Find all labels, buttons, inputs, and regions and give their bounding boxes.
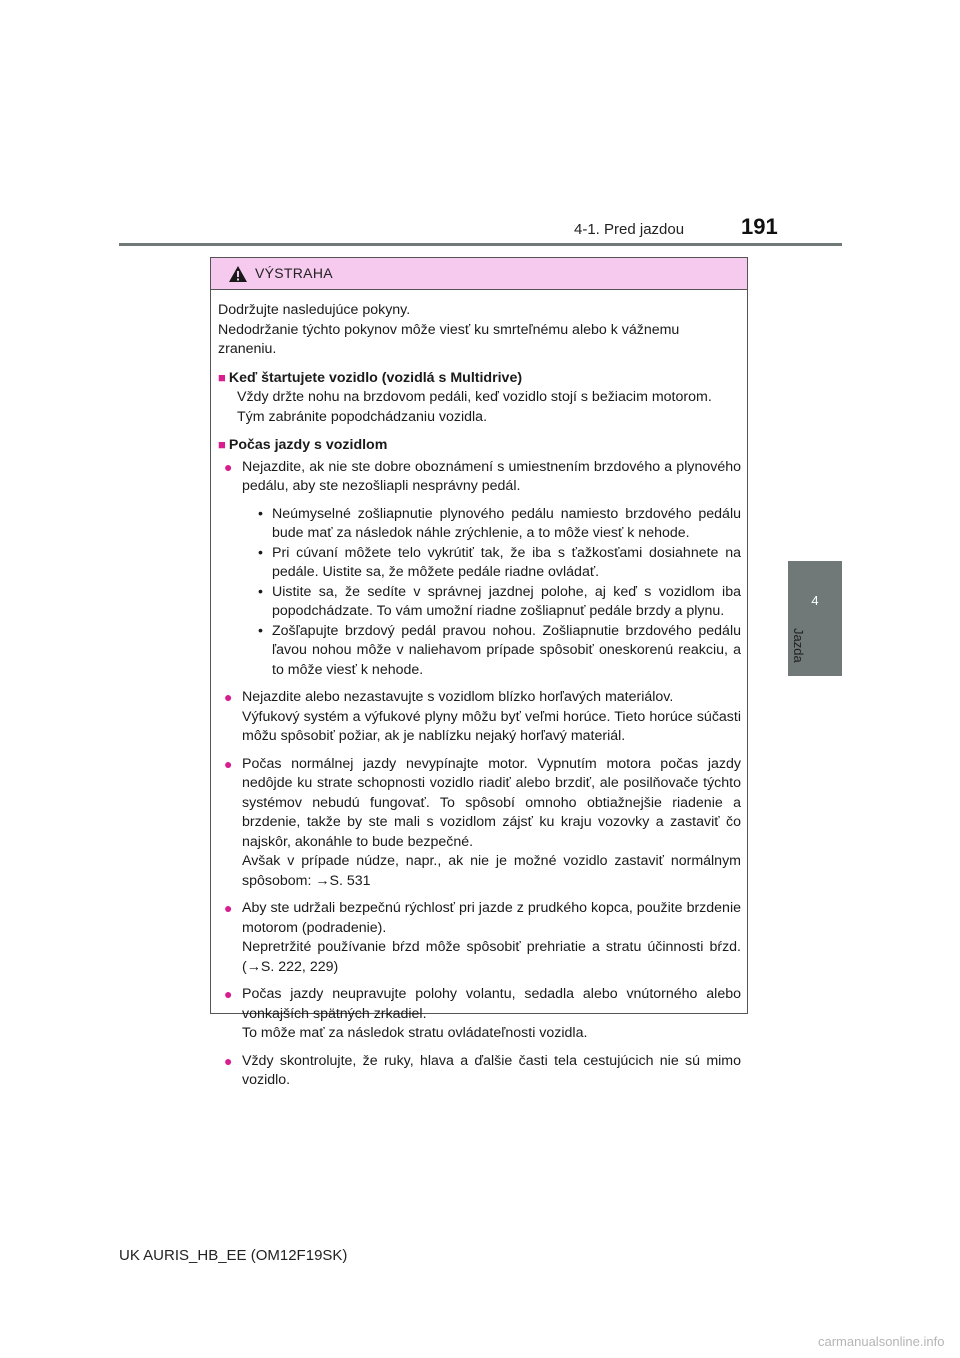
warning-header xyxy=(211,258,747,290)
sub-list-item: • Uistite sa, že sedíte v správnej jazdnej polohe, aj keď s vozidlom iba popodchádzate. To vám umožní riadne zošliapnuť pedále brzdy a plynu. xyxy=(258,583,741,619)
header-divider xyxy=(119,243,842,246)
list-item: ● Nejazdite, ak nie ste dobre oboznámení s umiestnením brzdového a plynového pedálu, aby ste nezošliapli nesprávny pedál. xyxy=(218,458,741,497)
heading-starting: ■ Keď štartujete vozidlo (vozidlá s Multidrive) xyxy=(218,369,523,386)
square-bullet-icon: ■ xyxy=(218,437,226,452)
heading-driving: ■ Počas jazdy s vozidlom xyxy=(218,437,388,453)
intro-line-2: Nedodržanie týchto pokynov môže viesť ku smrteľnému alebo k vážnemu zraneniu. xyxy=(218,321,680,357)
circle-bullet-icon: ● xyxy=(224,986,233,1002)
sub-list-item: • Neúmyselné zošliapnutie plynového pedálu namiesto brzdového pedálu bude mať za následok náhle zrýchlenie, a to môže viesť k nehode. xyxy=(258,505,741,541)
warning-body xyxy=(211,290,747,1091)
circle-bullet-icon: ● xyxy=(224,458,233,475)
chapter-label: Jazda xyxy=(791,628,806,663)
intro-line-1: Dodržujte nasledujúce pokyny. xyxy=(218,302,411,318)
circle-bullet-icon: ● xyxy=(224,689,233,705)
chapter-number: 4 xyxy=(811,593,819,608)
square-bullet-icon: ■ xyxy=(218,369,226,385)
circle-bullet-icon: ● xyxy=(224,755,233,772)
starting-note: Vždy držte nohu na brzdovom pedáli, keď vozidlo stojí s bežiacim motorom. Tým zabránite popodchádzaniu vozidla. xyxy=(237,389,712,425)
circle-bullet-icon: ● xyxy=(224,900,233,916)
warning-box xyxy=(210,257,748,1088)
sub-list-item: • Pri cúvaní môžete telo vykrútiť tak, že iba s ťažkosťami dosiahnete na pedále. Uistite sa, že môžete pedále riadne ovládať. xyxy=(258,544,741,580)
model-footer: UK AURIS_HB_EE (OM12F19SK) xyxy=(119,1247,348,1264)
list-item: ● Nejazdite alebo nezastavujte s vozidlom blízko horľavých materiálov. Výfukový systém a výfukové plyny môžu byť veľmi horúce. Tieto horúce súčasti môžu spôsobiť požiar, ak je nablízku nejaký horľavý materiál. xyxy=(218,688,741,747)
sub-list-item: • Zošľapujte brzdový pedál pravou nohou. Zošliapnutie brzdového pedálu ľavou nohou môže v naliehavom prípade spôsobiť oneskorenú reakciu, a to môže viesť k nehode. xyxy=(258,622,741,678)
page-number: 191 xyxy=(741,214,778,239)
section-title: 4-1. Pred jazdou xyxy=(574,221,685,238)
list-item: ● Počas normálnej jazdy nevypínajte motor. Vypnutím motora počas jazdy nedôjde ku strate schopnosti vozidlo riadiť alebo brzdiť, ale posilňovače týchto systémov nebudú fungovať. To spôsobí omnoho obtiažnejšie riadenie a brzdenie, takže by ste mali s vozidlom zájsť ku kraju vozovky a zastaviť čo najskôr, akonáhle to bude bezpečné. Avšak v prípade núdze, napr., ak nie je možné vozidlo zastaviť normálnym spôsobom: →S. 531 xyxy=(218,755,741,892)
list-item: ● Počas jazdy neupravujte polohy volantu, sedadla alebo vnútorného alebo vonkajších spätných zrkadiel. To môže mať za následok stratu ovládateľnosti vozidla. xyxy=(218,985,741,1044)
list-item: ● Vždy skontrolujte, že ruky, hlava a ďalšie časti tela cestujúcich nie sú mimo vozidlo. xyxy=(218,1052,741,1091)
sub-list xyxy=(218,505,741,681)
list-item: ● Aby ste udržali bezpečnú rýchlosť pri jazde z prudkého kopca, použite brzdenie motorom (podradenie). Nepretržité používanie bŕzd môže spôsobiť prehriatie a stratu účinnosti bŕzd. (→S. 222, 229) xyxy=(218,899,741,977)
warning-triangle-icon xyxy=(228,265,248,283)
watermark: carmanualsonline.info xyxy=(818,1334,945,1349)
circle-bullet-icon: ● xyxy=(224,1052,233,1069)
warning-title: VÝSTRAHA xyxy=(255,265,333,281)
